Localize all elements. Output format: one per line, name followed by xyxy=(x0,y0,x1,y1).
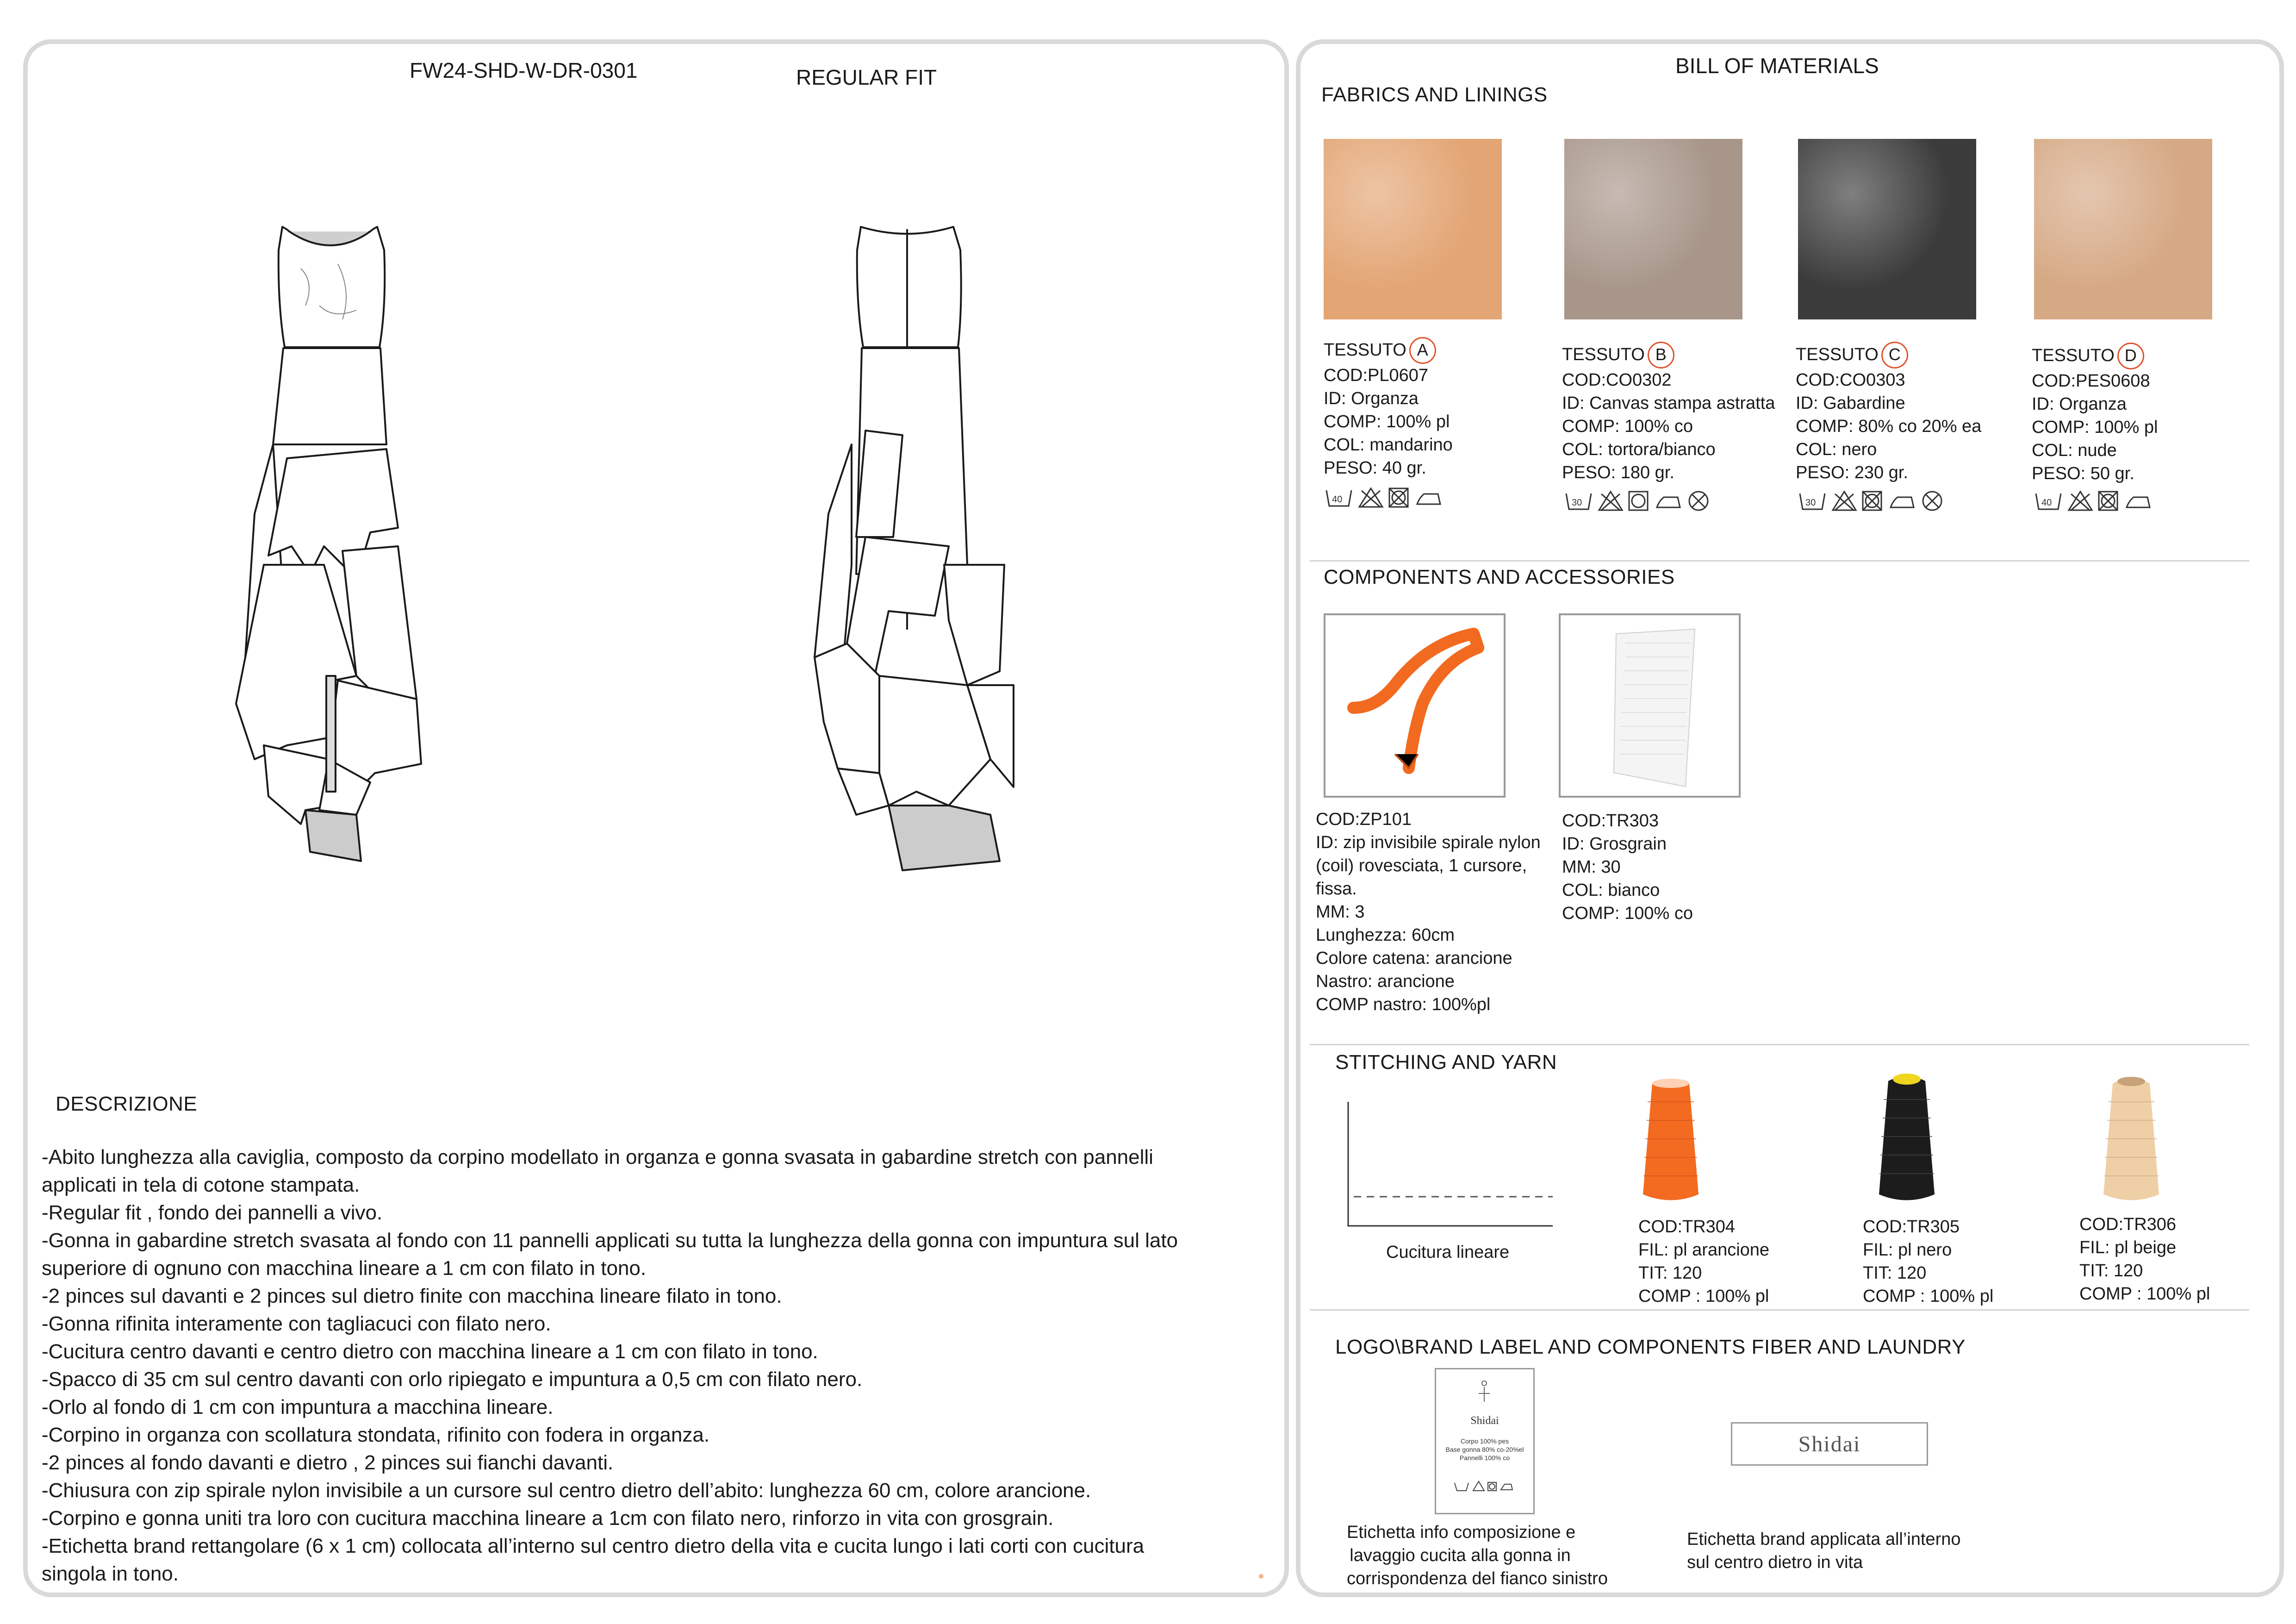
stitch-label: Cucitura lineare xyxy=(1386,1243,1510,1262)
description-line: applicati in tela di cotone stampata. xyxy=(42,1174,360,1196)
fabric-swatch-d xyxy=(2034,139,2212,319)
caption-line: Etichetta info composizione e xyxy=(1347,1523,1576,1542)
fabric-info-d xyxy=(2032,343,2158,485)
dress-sketch-front xyxy=(218,213,523,954)
component-detail: COL: bianco xyxy=(1562,881,1660,900)
section-divider xyxy=(1310,1044,2249,1045)
description-line: -Etichetta brand rettangolare (6 x 1 cm) collocata all’interno sul centro dietro della vita e cucita lungo i lati corti con cucitura xyxy=(42,1535,1145,1557)
yarn-tit: TIT: 120 xyxy=(2079,1261,2143,1280)
laundry-icons-d xyxy=(2034,487,2154,515)
fabric-col: COL: nude xyxy=(2032,441,2117,460)
fabric-info-c xyxy=(1796,342,1981,484)
wash-temp-label: 40 xyxy=(2041,498,2052,508)
brand-label-text: Shidai xyxy=(1798,1431,1861,1456)
care-label xyxy=(1435,1368,1535,1514)
fabrics-title: FABRICS AND LININGS xyxy=(1321,83,1548,106)
yarn-cod: COD:TR304 xyxy=(1638,1217,1736,1237)
component-detail: COMP nastro: 100%pl xyxy=(1316,995,1491,1014)
component-cod: COD:TR303 xyxy=(1562,811,1659,831)
fabric-letter-badge: D xyxy=(2117,343,2144,369)
logo-title: LOGO\BRAND LABEL AND COMPONENTS FIBER AND LAUNDRY xyxy=(1335,1336,1966,1358)
component-detail: Lunghezza: 60cm xyxy=(1316,925,1455,945)
fabric-cod: COD:CO0302 xyxy=(1562,370,1672,390)
components-title: COMPONENTS AND ACCESSORIES xyxy=(1324,566,1675,588)
wash-temp-label: 30 xyxy=(1572,498,1582,508)
grosgrain-ribbon-icon xyxy=(1561,615,1739,796)
component-info-zipper xyxy=(1316,808,1541,1016)
fabric-label: TESSUTO xyxy=(2032,346,2115,365)
fabric-id: ID: Organza xyxy=(2032,394,2127,414)
grosgrain-image xyxy=(1559,613,1741,798)
description-line: -Spacco di 35 cm sul centro davanti con orlo ripiegato e impuntura a 0,5 cm con filato nero. xyxy=(42,1368,863,1391)
fabric-peso: PESO: 50 gr. xyxy=(2032,464,2134,483)
yarn-fil: FIL: pl arancione xyxy=(1638,1240,1770,1260)
yarn-tit: TIT: 120 xyxy=(1863,1263,1927,1283)
description-line: -Chiusura con zip spirale nylon invisibile a un cursore sul centro dietro dell’abito: lunghezza 60 cm, colore arancione. xyxy=(42,1479,1091,1502)
yarn-cod: COD:TR306 xyxy=(2079,1215,2177,1234)
description-line: -Orlo al fondo di 1 cm con impuntura a macchina lineare. xyxy=(42,1396,554,1418)
fabric-label: TESSUTO xyxy=(1562,345,1645,364)
fabric-label: TESSUTO xyxy=(1796,345,1879,364)
wash-temp-label: 40 xyxy=(1332,494,1343,505)
dress-sketch-back xyxy=(796,213,1101,954)
style-code: FW24-SHD-W-DR-0301 xyxy=(410,58,638,82)
component-detail: COMP: 100% co xyxy=(1562,904,1693,923)
component-info-grosgrain xyxy=(1562,809,1693,925)
zipper-icon xyxy=(1325,615,1504,796)
yarn-info-black xyxy=(1863,1215,1993,1308)
fabric-comp: COMP: 80% co 20% ea xyxy=(1796,417,1982,436)
fabric-id: ID: Canvas stampa astratta xyxy=(1562,394,1775,413)
thread-cone-black-icon xyxy=(1870,1067,1944,1208)
fabric-swatch-c xyxy=(1798,139,1976,319)
laundry-icons-b xyxy=(1564,487,1712,515)
fabric-id: ID: Gabardine xyxy=(1796,394,1905,413)
fabric-letter-badge: A xyxy=(1409,337,1436,364)
care-label-text: Pannelli 100% co xyxy=(1459,1454,1510,1462)
fabric-peso: PESO: 180 gr. xyxy=(1562,463,1674,482)
fabric-swatch-b xyxy=(1564,139,1742,319)
decorative-dot xyxy=(1259,1574,1263,1579)
description-line: -2 pinces sul davanti e 2 pinces sul dietro finite con macchina lineare filato in tono. xyxy=(42,1285,782,1307)
caption-line: Etichetta brand applicata all’interno xyxy=(1687,1530,1961,1549)
component-detail: MM: 30 xyxy=(1562,857,1621,877)
component-detail: fissa. xyxy=(1316,879,1357,899)
brand-label-caption xyxy=(1687,1528,1961,1574)
fabric-peso: PESO: 40 gr. xyxy=(1324,458,1426,478)
description-line: -Gonna in gabardine stretch svasata al fondo con 11 pannelli applicati su tutta la lunghezza della gonna con impuntura sul lato xyxy=(42,1229,1178,1252)
thread-cone-beige-icon xyxy=(2094,1069,2168,1208)
zipper-image xyxy=(1324,613,1506,798)
stitch-diagram xyxy=(1344,1097,1557,1231)
description-line: -Gonna rifinita interamente con tagliacuci con filato nero. xyxy=(42,1312,551,1335)
component-detail: ID: Grosgrain xyxy=(1562,834,1667,854)
stitching-title: STITCHING AND YARN xyxy=(1335,1051,1557,1074)
caption-line: corrispondenza del fianco sinistro xyxy=(1347,1569,1608,1588)
fabric-col: COL: mandarino xyxy=(1324,435,1453,455)
component-detail: ID: zip invisibile spirale nylon xyxy=(1316,833,1541,852)
fabric-comp: COMP: 100% pl xyxy=(1324,412,1450,431)
description-line: -Cucitura centro davanti e centro dietro con macchina lineare a 1 cm con filato in tono. xyxy=(42,1340,818,1363)
fabric-id: ID: Organza xyxy=(1324,389,1419,408)
yarn-comp: COMP : 100% pl xyxy=(1638,1287,1769,1306)
yarn-cod: COD:TR305 xyxy=(1863,1217,1960,1237)
component-detail: Nastro: arancione xyxy=(1316,972,1455,991)
component-detail: Colore catena: arancione xyxy=(1316,949,1512,968)
fabric-label: TESSUTO xyxy=(1324,340,1406,360)
description-line: -Abito lunghezza alla caviglia, composto da corpino modellato in organza e gonna svasata in gabardine stretch con pannelli xyxy=(42,1146,1153,1168)
fabric-col: COL: nero xyxy=(1796,440,1877,459)
laundry-icons-a xyxy=(1325,484,1445,512)
description-line: -2 pinces al fondo davanti e dietro , 2 pinces sui fianchi davanti. xyxy=(42,1451,614,1474)
thread-cone-orange-icon xyxy=(1634,1069,1708,1208)
fabric-cod: COD:CO0303 xyxy=(1796,370,1905,390)
fabric-cod: COD:PES0608 xyxy=(2032,371,2150,391)
yarn-fil: FIL: pl beige xyxy=(2079,1238,2177,1257)
fabric-info-b xyxy=(1562,342,1775,484)
care-label-caption xyxy=(1347,1521,1608,1590)
description-line: superiore di ognuno con macchina lineare a 1 cm con filato in tono. xyxy=(42,1257,647,1280)
description-line: -Corpino in organza con scollatura stondata, rifinito con fodera in organza. xyxy=(42,1424,710,1446)
wash-temp-label: 30 xyxy=(1805,498,1816,508)
description-title: DESCRIZIONE xyxy=(56,1093,198,1115)
fabric-info-a xyxy=(1324,337,1453,480)
fabric-letter-badge: B xyxy=(1648,342,1674,369)
fabric-cod: COD:PL0607 xyxy=(1324,366,1429,385)
fabric-swatch-a xyxy=(1324,139,1502,319)
fit-label: REGULAR FIT xyxy=(796,65,937,89)
laundry-icons-c xyxy=(1798,487,1946,515)
component-cod: COD:ZP101 xyxy=(1316,810,1412,829)
description-line: -Regular fit , fondo dei pannelli a vivo. xyxy=(42,1201,383,1224)
description-line: singola in tono. xyxy=(42,1562,179,1585)
care-label-text: Corpo 100% pes xyxy=(1460,1437,1509,1445)
brand-label xyxy=(1731,1422,1928,1466)
care-label-brand: Shidai xyxy=(1470,1415,1499,1427)
section-divider xyxy=(1310,560,2249,562)
component-detail: MM: 3 xyxy=(1316,902,1365,922)
fabric-comp: COMP: 100% pl xyxy=(2032,418,2158,437)
component-detail: (coil) rovesciata, 1 cursore, xyxy=(1316,856,1527,875)
care-label-graphic xyxy=(1436,1369,1533,1513)
caption-line: lavaggio cucita alla gonna in xyxy=(1350,1546,1571,1565)
care-label-text: Base gonna 80% co-20%el xyxy=(1445,1446,1524,1453)
caption-line: sul centro dietro in vita xyxy=(1687,1553,1863,1572)
yarn-comp: COMP : 100% pl xyxy=(1863,1287,1994,1306)
description-line: -Corpino e gonna uniti tra loro con cucitura macchina lineare a 1cm con filato nero, rinforzo in vita con grosgrain. xyxy=(42,1507,1054,1530)
fabric-letter-badge: C xyxy=(1881,342,1908,369)
fabric-peso: PESO: 230 gr. xyxy=(1796,463,1908,482)
yarn-comp: COMP : 100% pl xyxy=(2079,1284,2210,1304)
fabric-comp: COMP: 100% co xyxy=(1562,417,1693,436)
bom-title: BILL OF MATERIALS xyxy=(1675,54,1879,78)
fabric-col: COL: tortora/bianco xyxy=(1562,440,1716,459)
yarn-info-beige xyxy=(2079,1213,2210,1305)
yarn-tit: TIT: 120 xyxy=(1638,1263,1702,1283)
section-divider xyxy=(1310,1309,2249,1311)
yarn-info-orange xyxy=(1638,1215,1769,1308)
yarn-fil: FIL: pl nero xyxy=(1863,1240,1952,1260)
